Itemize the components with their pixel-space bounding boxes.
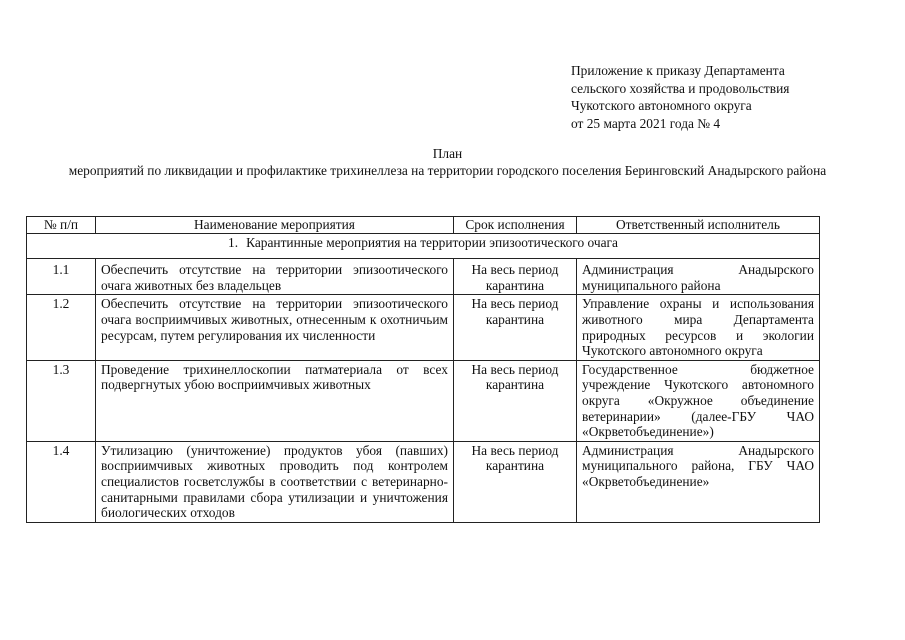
appendix-line: Приложение к приказу Департамента <box>571 63 785 78</box>
table-header-row <box>27 217 820 234</box>
row-activity: Обеспечить отсутствие на территории эпизоотического очага восприимчивых животных, отнесенным к охотничьим ресурсам, путем регулирования их численности <box>96 295 454 360</box>
table-row <box>27 259 820 295</box>
row-term: На весь период карантина <box>454 360 577 441</box>
row-number: 1.4 <box>27 441 96 522</box>
row-executor: Администрация Анадырского муниципального района, ГБУ ЧАО «Окрветобъединение» <box>577 441 820 522</box>
table-row <box>27 360 820 441</box>
title-line-subject: мероприятий по ликвидации и профилактике трихинеллеза на территории городского поселения Беринговский Анадырского района <box>68 162 827 178</box>
document-title <box>20 146 875 179</box>
table-row <box>27 295 820 360</box>
row-activity: Утилизацию (уничтожение) продуктов убоя (павших) восприимчивых животных проводить под контролем специалистов госветслужбы в соответствии с ветеринарно-санитарными правилами сбора утилизации и уничтожения биологических отходов <box>96 441 454 522</box>
section-cell <box>27 233 820 259</box>
header-activity: Наименование мероприятия <box>96 217 454 234</box>
row-term: На весь период карантина <box>454 259 577 295</box>
appendix-line: от 25 марта 2021 года № 4 <box>571 115 721 131</box>
appendix-block <box>571 62 789 132</box>
section-title: Карантинные мероприятия на территории эпизоотического очага <box>246 234 618 250</box>
row-executor: Управление охраны и использования животного мира Департамента природных ресурсов и экологии Чукотского автономного округа <box>577 295 820 360</box>
row-executor: Государственное бюджетное учреждение Чукотского автономного округа «Окружное объединение ветеринарии» (далее-ГБУ ЧАО «Окрветобъединение») <box>577 360 820 441</box>
row-number: 1.2 <box>27 295 96 360</box>
row-executor: Администрация Анадырского муниципального района <box>577 259 820 295</box>
header-number: № п/п <box>27 217 96 234</box>
row-activity: Обеспечить отсутствие на территории эпизоотического очага животных без владельцев <box>96 259 454 295</box>
row-term: На весь период карантина <box>454 441 577 522</box>
row-number: 1.3 <box>27 360 96 441</box>
row-term: На весь период карантина <box>454 295 577 360</box>
row-number: 1.1 <box>27 259 96 295</box>
title-line-plan: План <box>432 146 463 161</box>
appendix-line: Чукотского автономного округа <box>571 98 752 113</box>
appendix-line: сельского хозяйства и продовольствия <box>571 80 790 96</box>
plan-table <box>26 216 820 523</box>
section-number: 1. <box>228 234 239 250</box>
section-row <box>27 233 820 259</box>
row-activity: Проведение трихинеллоскопии патматериала от всех подвергнутых убою восприимчивых животных <box>96 360 454 441</box>
header-executor: Ответственный исполнитель <box>577 217 820 234</box>
header-term: Срок исполнения <box>454 217 577 234</box>
table-row <box>27 441 820 522</box>
